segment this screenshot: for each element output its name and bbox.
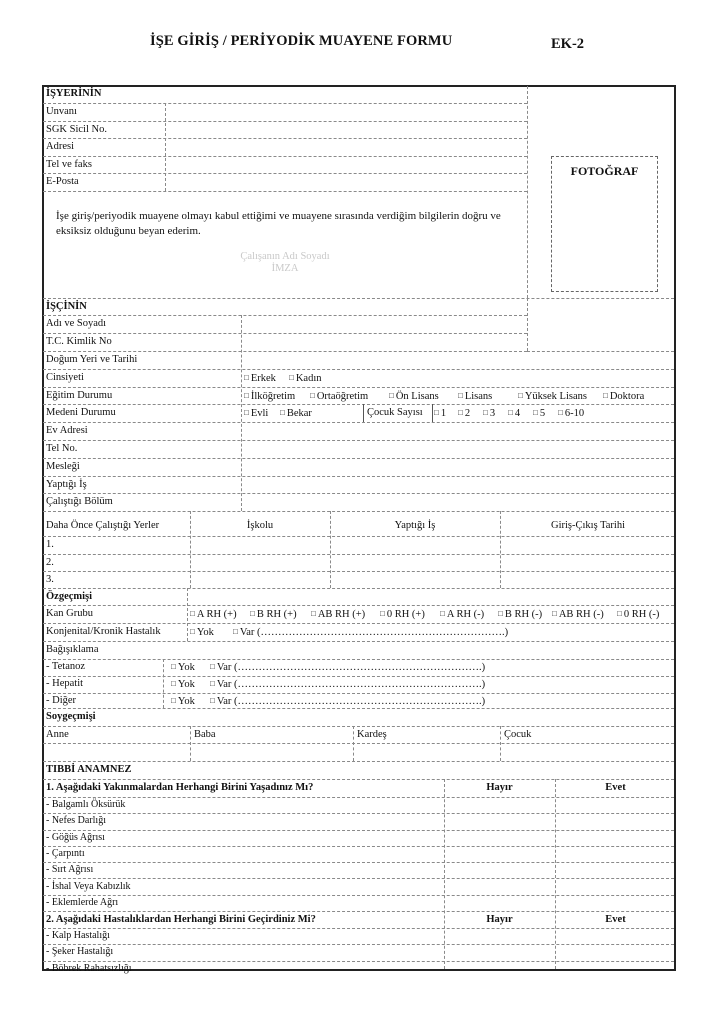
answer-yes-header: Evet xyxy=(605,914,626,925)
employer-field-label: Unvanı xyxy=(46,106,77,117)
blood-group-option[interactable] xyxy=(617,607,659,622)
row-divider xyxy=(43,878,674,879)
symptom-label: - Eklemlerde Ağrı xyxy=(46,896,119,908)
children-count-option[interactable] xyxy=(508,406,520,421)
row-divider xyxy=(43,944,674,945)
blood-group-option[interactable] xyxy=(440,607,484,622)
checkbox-label: Ortaöğretim xyxy=(316,391,369,402)
signature-label: İMZA xyxy=(271,263,299,274)
checkbox-icon[interactable]: □ xyxy=(280,408,285,417)
checkbox-icon[interactable]: □ xyxy=(244,408,249,417)
worker-field-label: Adı ve Soyadı xyxy=(46,318,107,329)
vaccine-yes-option[interactable] xyxy=(210,694,485,709)
checkbox-label: Yok xyxy=(177,679,195,690)
checkbox-label: Yüksek Lisans xyxy=(524,391,587,402)
checkbox-icon[interactable]: □ xyxy=(440,609,445,618)
form-code: EK-2 xyxy=(551,36,585,52)
chronic-disease-label: Konjenital/Kronik Hastalık xyxy=(46,626,161,637)
education-option[interactable] xyxy=(244,389,295,404)
row-divider xyxy=(43,511,674,512)
jobs-row-number: 3. xyxy=(46,574,54,585)
gender-option-male[interactable] xyxy=(244,371,276,386)
employer-field-label: E-Posta xyxy=(46,176,79,187)
education-option[interactable] xyxy=(518,389,587,404)
checkbox-icon[interactable]: □ xyxy=(617,609,622,618)
employer-field-label: SGK Sicil No. xyxy=(46,124,107,135)
checkbox-icon[interactable]: □ xyxy=(508,408,513,417)
row-divider xyxy=(43,458,674,459)
row-divider xyxy=(43,440,674,441)
symptom-label: - Sırt Ağrısı xyxy=(46,864,94,876)
checkbox-label: Kadın xyxy=(295,373,322,384)
column-divider xyxy=(363,404,364,422)
column-divider xyxy=(555,779,556,969)
blood-group-option[interactable] xyxy=(190,607,237,622)
checkbox-icon[interactable]: □ xyxy=(210,696,215,705)
checkbox-label: 0 RH (-) xyxy=(623,609,660,620)
row-divider xyxy=(43,156,527,157)
disease-label: - Böbrek Rahatsızlığı xyxy=(46,963,132,974)
checkbox-icon[interactable]: □ xyxy=(250,609,255,618)
column-divider xyxy=(190,726,191,761)
row-divider xyxy=(43,813,674,814)
children-count-option[interactable] xyxy=(558,406,584,421)
column-divider xyxy=(163,659,164,708)
checkbox-icon[interactable]: □ xyxy=(310,391,315,400)
row-divider xyxy=(43,588,674,589)
checkbox-label: Var (…………………………………………………………….) xyxy=(216,679,486,690)
row-divider xyxy=(43,726,674,727)
vaccine-label: - Tetanoz xyxy=(46,661,86,672)
row-divider xyxy=(43,743,674,744)
checkbox-label: AB RH (-) xyxy=(558,609,604,620)
vaccine-yes-option[interactable] xyxy=(210,660,485,675)
vaccine-no-option[interactable] xyxy=(171,677,195,692)
row-divider xyxy=(43,623,674,624)
row-divider xyxy=(43,369,674,370)
section-title-family: Soygeçmişi xyxy=(46,711,96,722)
checkbox-label: 6-10 xyxy=(564,408,585,419)
checkbox-label: B RH (+) xyxy=(256,609,297,620)
answer-no-header: Hayır xyxy=(486,914,513,925)
row-divider xyxy=(43,333,527,334)
family-history-column: Kardeş xyxy=(357,729,387,740)
row-divider xyxy=(43,571,674,572)
checkbox-icon[interactable]: □ xyxy=(190,627,195,636)
checkbox-label: Lisans xyxy=(464,391,493,402)
checkbox-label: Yok xyxy=(177,696,195,707)
row-divider xyxy=(43,298,674,299)
row-divider xyxy=(43,103,527,104)
row-divider xyxy=(43,928,674,929)
worker-field-label: Tel No. xyxy=(46,443,78,454)
row-divider xyxy=(43,961,674,962)
row-divider xyxy=(43,315,527,316)
row-divider xyxy=(43,846,674,847)
checkbox-icon[interactable]: □ xyxy=(483,408,488,417)
jobs-header: İşkolu xyxy=(246,520,274,531)
column-divider xyxy=(187,588,188,641)
blood-group-option[interactable] xyxy=(311,607,365,622)
worker-field-label: Medeni Durumu xyxy=(46,407,116,418)
worker-field-label: Cinsiyeti xyxy=(46,372,84,383)
jobs-row-number: 2. xyxy=(46,557,54,568)
checkbox-icon[interactable]: □ xyxy=(380,609,385,618)
checkbox-label: Ön Lisans xyxy=(395,391,439,402)
checkbox-icon[interactable]: □ xyxy=(171,679,176,688)
signature-name-label: Çalışanın Adı Soyadı xyxy=(240,251,330,262)
worker-field-label: Mesleği xyxy=(46,461,80,472)
form-title: İŞE GİRİŞ / PERİYODİK MUAYENE FORMU xyxy=(150,33,453,49)
checkbox-icon[interactable]: □ xyxy=(498,609,503,618)
checkbox-icon[interactable]: □ xyxy=(533,408,538,417)
section-title-anamnesis: TIBBİ ANAMNEZ xyxy=(46,764,132,775)
children-count-option[interactable] xyxy=(533,406,545,421)
jobs-row-number: 1. xyxy=(46,539,54,550)
row-divider xyxy=(43,493,674,494)
checkbox-label: A RH (+) xyxy=(196,609,237,620)
row-divider xyxy=(43,554,674,555)
section-title-employer: İŞYERİNİN xyxy=(46,88,102,99)
checkbox-icon[interactable]: □ xyxy=(244,373,249,382)
declaration-text: İşe giriş/periyodik muayene olmayı kabul ettiğimi ve muayene sırasında verdiğim bilgilerin doğru ve eksiksiz olduğunu beyan ederim. xyxy=(56,210,501,237)
column-divider xyxy=(500,726,501,761)
checkbox-label: Var (…………………………………………………………….) xyxy=(216,696,486,707)
checkbox-label: 2 xyxy=(464,408,471,419)
answer-yes-header: Evet xyxy=(605,782,626,793)
checkbox-label: B RH (-) xyxy=(504,609,543,620)
question-2: 2. Aşağıdaki Hastalıklardan Herhangi Birini Geçirdiniz Mi? xyxy=(46,914,316,925)
checkbox-label: AB RH (+) xyxy=(317,609,366,620)
family-history-column: Baba xyxy=(194,729,216,740)
checkbox-label: 5 xyxy=(539,408,546,419)
checkbox-label: Bekar xyxy=(286,408,312,419)
disease-label: - Kalp Hastalığı xyxy=(46,930,110,941)
row-divider xyxy=(43,862,674,863)
section-title-worker: İŞÇİNİN xyxy=(46,301,87,312)
checkbox-label: A RH (-) xyxy=(446,609,485,620)
checkbox-icon[interactable]: □ xyxy=(518,391,523,400)
worker-field-label: Eğitim Durumu xyxy=(46,390,113,401)
row-divider xyxy=(527,351,674,352)
checkbox-icon[interactable]: □ xyxy=(289,373,294,382)
children-count-option[interactable] xyxy=(434,406,446,421)
checkbox-icon[interactable]: □ xyxy=(458,408,463,417)
checkbox-icon[interactable]: □ xyxy=(311,609,316,618)
section-title-history: Özgeçmişi xyxy=(46,591,93,602)
jobs-header: Yaptığı İş xyxy=(394,520,436,531)
row-divider xyxy=(43,351,527,352)
row-divider xyxy=(43,605,674,606)
row-divider xyxy=(43,911,674,912)
symptom-label: - Göğüs Ağrısı xyxy=(46,831,105,843)
vaccination-label: Bağışıklama xyxy=(46,644,99,655)
checkbox-label: Yok xyxy=(177,662,195,673)
checkbox-icon[interactable]: □ xyxy=(233,627,238,636)
blood-group-option[interactable] xyxy=(250,607,297,622)
employer-field-label: Tel ve faks xyxy=(46,159,92,170)
gender-option-female[interactable] xyxy=(289,371,322,386)
vaccine-no-option[interactable] xyxy=(171,694,195,709)
row-divider xyxy=(43,797,674,798)
checkbox-icon[interactable]: □ xyxy=(190,609,195,618)
row-divider xyxy=(43,895,674,896)
row-divider xyxy=(43,761,674,762)
checkbox-icon[interactable]: □ xyxy=(171,662,176,671)
education-option[interactable] xyxy=(603,389,644,404)
blood-group-label: Kan Grubu xyxy=(46,608,93,619)
photo-label: FOTOĞRAF xyxy=(570,164,639,178)
column-divider xyxy=(241,315,242,511)
checkbox-icon[interactable]: □ xyxy=(458,391,463,400)
children-count-option[interactable] xyxy=(483,406,495,421)
checkbox-label: İlköğretim xyxy=(250,391,296,402)
worker-field-label: Çalıştığı Bölüm xyxy=(46,496,113,507)
row-divider xyxy=(43,191,527,192)
photo-box[interactable] xyxy=(551,156,658,292)
blood-group-option[interactable] xyxy=(498,607,542,622)
worker-field-label: Ev Adresi xyxy=(46,425,88,436)
children-count-label: Çocuk Sayısı xyxy=(367,407,423,418)
checkbox-label: Yok xyxy=(196,627,214,638)
checkbox-label: Var (…………………………………………………………….) xyxy=(239,627,509,638)
row-divider xyxy=(43,138,527,139)
row-divider xyxy=(43,387,674,388)
row-divider xyxy=(43,404,674,405)
checkbox-label: Var (…………………………………………………………….) xyxy=(216,662,486,673)
chronic-no-option[interactable] xyxy=(190,625,214,640)
vaccine-label: - Diğer xyxy=(46,695,77,706)
symptom-label: - Nefes Darlığı xyxy=(46,815,106,827)
children-count-option[interactable] xyxy=(458,406,470,421)
checkbox-icon[interactable]: □ xyxy=(603,391,608,400)
checkbox-label: Doktora xyxy=(609,391,645,402)
question-1: 1. Aşağıdaki Yakınmalardan Herhangi Birini Yaşadınız Mı? xyxy=(46,782,314,793)
row-divider xyxy=(43,641,674,642)
checkbox-label: Evli xyxy=(250,408,269,419)
row-divider xyxy=(43,173,527,174)
row-divider xyxy=(43,121,527,122)
education-option[interactable] xyxy=(389,389,439,404)
blood-group-option[interactable] xyxy=(380,607,425,622)
family-history-column: Anne xyxy=(46,729,69,740)
marital-option-single[interactable] xyxy=(280,406,312,421)
vaccine-no-option[interactable] xyxy=(171,660,195,675)
worker-field-label: Yaptığı İş xyxy=(46,479,87,490)
column-divider xyxy=(527,86,528,298)
jobs-header: Daha Önce Çalıştığı Yerler xyxy=(46,520,160,531)
vaccine-label: - Hepatit xyxy=(46,678,84,689)
checkbox-icon[interactable]: □ xyxy=(389,391,394,400)
column-divider xyxy=(527,298,528,351)
family-history-column: Çocuk xyxy=(504,729,532,740)
education-option[interactable] xyxy=(310,389,368,404)
checkbox-label: 1 xyxy=(440,408,447,419)
symptom-label: - Çarpıntı xyxy=(46,847,85,859)
row-divider xyxy=(43,779,674,780)
row-divider xyxy=(43,536,674,537)
checkbox-label: Erkek xyxy=(250,373,276,384)
checkbox-icon[interactable]: □ xyxy=(244,391,249,400)
answer-no-header: Hayır xyxy=(486,782,513,793)
employer-field-label: Adresi xyxy=(46,141,74,152)
education-option[interactable] xyxy=(458,389,492,404)
row-divider xyxy=(43,830,674,831)
checkbox-label: 3 xyxy=(489,408,496,419)
column-divider xyxy=(165,103,166,191)
checkbox-icon[interactable]: □ xyxy=(210,662,215,671)
symptom-label: - Balgamlı Öksürük xyxy=(46,799,126,810)
row-divider xyxy=(43,422,674,423)
disease-label: - Şeker Hastalığı xyxy=(46,946,114,957)
column-divider xyxy=(353,726,354,761)
checkbox-icon[interactable]: □ xyxy=(558,408,563,417)
checkbox-icon[interactable]: □ xyxy=(210,679,215,688)
worker-field-label: Doğum Yeri ve Tarihi xyxy=(46,354,138,365)
vaccine-yes-option[interactable] xyxy=(210,677,485,692)
worker-field-label: T.C. Kimlik No xyxy=(46,336,112,347)
blood-group-option[interactable] xyxy=(552,607,604,622)
checkbox-icon[interactable]: □ xyxy=(434,408,439,417)
symptom-label: - İshal Veya Kabızlık xyxy=(46,880,131,892)
marital-option-married[interactable] xyxy=(244,406,268,421)
column-divider xyxy=(432,404,433,422)
checkbox-label: 4 xyxy=(514,408,521,419)
chronic-yes-option[interactable] xyxy=(233,625,508,640)
row-divider xyxy=(43,476,674,477)
signature-block[interactable] xyxy=(200,251,370,275)
checkbox-icon[interactable]: □ xyxy=(171,696,176,705)
checkbox-label: 0 RH (+) xyxy=(386,609,425,620)
checkbox-icon[interactable]: □ xyxy=(552,609,557,618)
jobs-header: Giriş-Çıkış Tarihi xyxy=(550,520,626,531)
column-divider xyxy=(444,779,445,969)
